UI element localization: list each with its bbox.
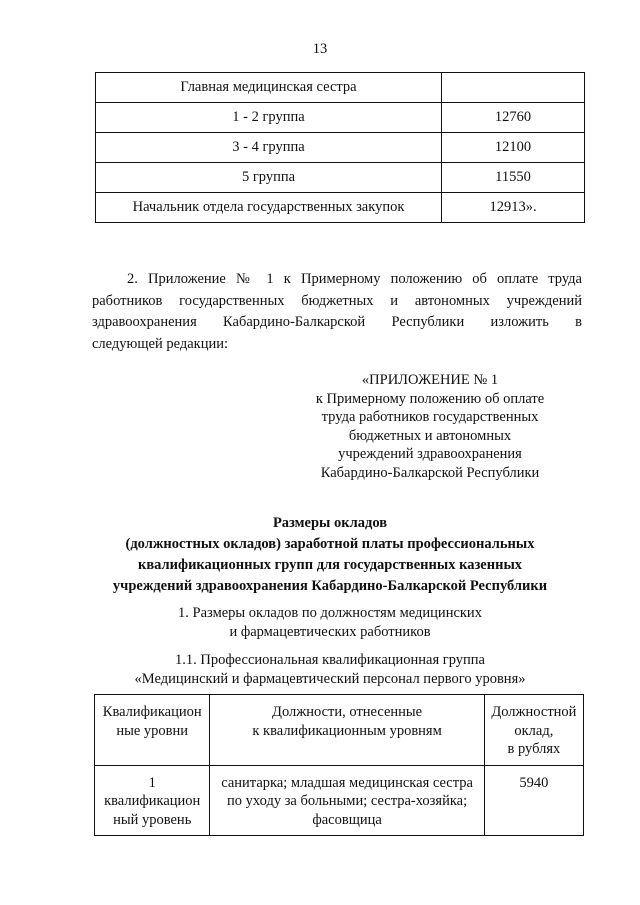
header-cell-levels: Квалификацион ные уровни	[95, 695, 210, 766]
appendix-line: к Примерному положению об оплате	[315, 390, 545, 407]
appendix-line: учреждений здравоохранения	[338, 446, 522, 462]
appendix-heading	[300, 371, 560, 482]
page-number: 13	[312, 41, 328, 57]
table-row	[96, 193, 585, 223]
salary-cell: 12100	[442, 133, 585, 163]
document-title	[90, 513, 570, 597]
subsection-line: «Медицинский и фармацевтический персонал первого уровня»	[134, 670, 526, 687]
salary-cell: 11550	[442, 163, 585, 193]
qualification-table	[94, 694, 584, 836]
section-heading	[90, 604, 570, 641]
subsection-line: 1.1. Профессиональная квалификационная группа	[175, 652, 485, 668]
salary-cell: 12913».	[442, 193, 585, 223]
title-line: квалификационных групп для государственных казенных	[137, 557, 523, 573]
position-cell: Главная медицинская сестра	[96, 73, 442, 103]
table-row	[96, 73, 585, 103]
table-row	[96, 163, 585, 193]
title-line: (должностных окладов) заработной платы профессиональных	[125, 536, 535, 552]
header-cell-positions: Должности, отнесенные к квалификационным уровням	[210, 695, 484, 766]
position-cell: 1 - 2 группа	[96, 103, 442, 133]
paragraph-line: следующей редакции:	[92, 335, 229, 352]
positions-cell: санитарка; младшая медицинская сестра по уходу за больными; сестра-хозяйка; фасовщица	[210, 765, 484, 836]
paragraph-line: 2. Приложение № 1 к Примерному положению об оплате труда	[127, 271, 582, 287]
section-line: и фармацевтических работников	[229, 623, 431, 640]
amendment-paragraph	[92, 269, 582, 355]
paragraph-line: работников государственных бюджетных и автономных учреждений	[92, 292, 582, 309]
appendix-line: Кабардино-Балкарской Республики	[320, 464, 540, 481]
table-row	[95, 765, 584, 836]
header-cell-salary: Должностной оклад, в рублях	[484, 695, 583, 766]
salary-table-top	[95, 72, 585, 223]
appendix-line: бюджетных и автономных	[348, 427, 512, 444]
position-cell: Начальник отдела государственных закупок	[96, 193, 442, 223]
salary-cell: 12760	[442, 103, 585, 133]
position-cell: 3 - 4 группа	[96, 133, 442, 163]
position-cell: 5 группа	[96, 163, 442, 193]
table-row	[96, 103, 585, 133]
section-line: 1. Размеры окладов по должностям медицинских	[178, 605, 482, 621]
salary-cell: 5940	[484, 765, 583, 836]
level-cell: 1 квалификацион ный уровень	[95, 765, 210, 836]
table-row	[96, 133, 585, 163]
table-header-row	[95, 695, 584, 766]
subsection-heading	[90, 651, 570, 688]
appendix-line: труда работников государственных	[321, 409, 539, 425]
salary-cell	[442, 73, 585, 103]
appendix-line: «ПРИЛОЖЕНИЕ № 1	[361, 372, 499, 388]
paragraph-line: здравоохранения Кабардино-Балкарской Республики изложить в	[92, 314, 582, 330]
title-line: Размеры окладов	[272, 515, 388, 531]
title-line: учреждений здравоохранения Кабардино-Балкарской Республики	[112, 578, 548, 594]
